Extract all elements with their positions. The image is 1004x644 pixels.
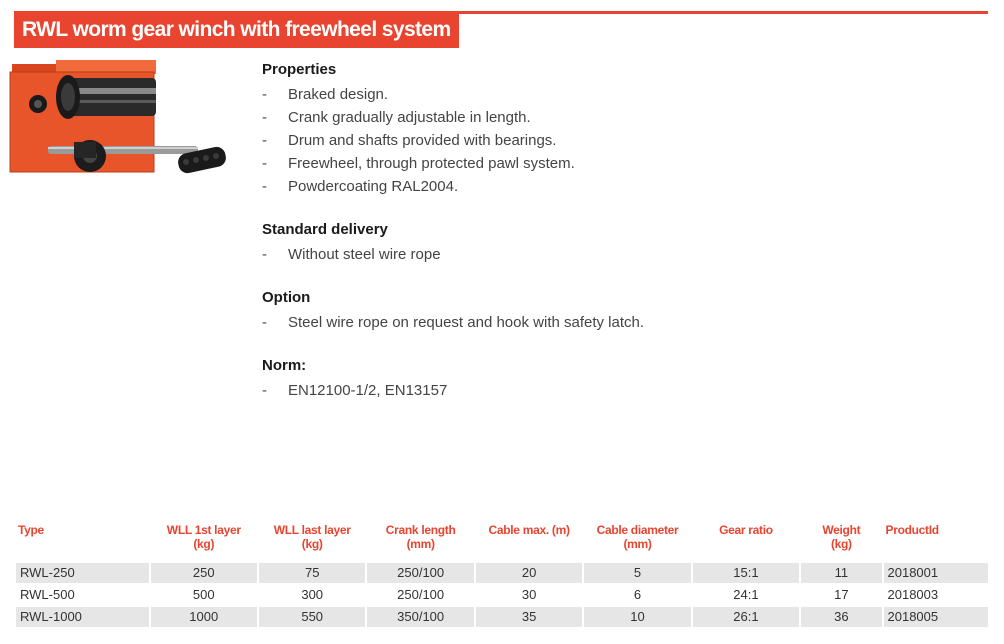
list-item: - Powdercoating RAL2004.: [262, 175, 962, 198]
section-properties: [262, 60, 962, 198]
list-item: - Steel wire rope on request and hook with safety latch.: [262, 311, 962, 334]
header-cable-diameter: Cable diameter (mm): [596, 523, 679, 551]
bullet-list: [262, 243, 962, 266]
cell-cable-diameter: 6: [584, 585, 690, 605]
header-weight: Weight (kg): [822, 523, 861, 551]
bullet-dash: -: [262, 155, 267, 172]
bullet-list: [262, 311, 962, 334]
list-item: - Braked design.: [262, 83, 962, 106]
bullet-dash: -: [262, 178, 267, 195]
table-row: [16, 563, 988, 583]
table-row: [16, 607, 988, 627]
cell-weight: 11: [801, 563, 881, 583]
cell-wll-first-layer: 500: [151, 585, 257, 605]
cell-crank-length: 350/100: [367, 607, 473, 627]
cell-wll-last-layer: 300: [259, 585, 365, 605]
header-type: Type: [18, 523, 44, 537]
section-heading: Properties: [262, 61, 337, 78]
bullet-dash: -: [262, 86, 267, 103]
table-header-row: [16, 521, 988, 561]
bullet-dash: -: [262, 314, 267, 331]
cell-gear-ratio: 15:1: [693, 563, 799, 583]
spec-table: [14, 519, 990, 629]
cell-product-id: 2018005: [884, 607, 989, 627]
cell-type: RWL-1000: [16, 607, 149, 627]
cell-cable-diameter: 5: [584, 563, 690, 583]
cell-gear-ratio: 24:1: [693, 585, 799, 605]
section-standard-delivery: [262, 220, 962, 266]
list-item: - Freewheel, through protected pawl system.: [262, 152, 962, 175]
list-item: - Without steel wire rope: [262, 243, 962, 266]
cell-type: RWL-250: [16, 563, 149, 583]
cell-cable-max: 35: [476, 607, 582, 627]
table-row: [16, 585, 988, 605]
list-item: - Crank gradually adjustable in length.: [262, 106, 962, 129]
bullet-dash: -: [262, 246, 267, 263]
header-wll-last-layer: WLL last layer (kg): [273, 523, 351, 551]
section-heading: Standard delivery: [262, 221, 388, 238]
cell-wll-last-layer: 75: [259, 563, 365, 583]
section-option: [262, 288, 962, 334]
bullet-dash: -: [262, 109, 267, 126]
content-column: [262, 60, 962, 424]
section-norm: [262, 356, 962, 402]
cell-wll-first-layer: 1000: [151, 607, 257, 627]
cell-gear-ratio: 26:1: [693, 607, 799, 627]
header-gear-ratio: Gear ratio: [719, 523, 773, 537]
list-item: - Drum and shafts provided with bearings.: [262, 129, 962, 152]
cell-wll-first-layer: 250: [151, 563, 257, 583]
cell-product-id: 2018003: [884, 585, 989, 605]
header-cable-max: Cable max. (m): [488, 523, 570, 537]
cell-cable-max: 20: [476, 563, 582, 583]
cell-product-id: 2018001: [884, 563, 989, 583]
cell-weight: 36: [801, 607, 881, 627]
header-wll-first-layer: WLL 1st layer (kg): [166, 523, 241, 551]
bullet-list: [262, 379, 962, 402]
cell-type: RWL-500: [16, 585, 149, 605]
list-item: - EN12100-1/2, EN13157: [262, 379, 962, 402]
cell-crank-length: 250/100: [367, 563, 473, 583]
bullet-dash: -: [262, 382, 267, 399]
bullet-list: [262, 83, 962, 198]
winch-product-image: [8, 58, 232, 188]
cell-crank-length: 250/100: [367, 585, 473, 605]
cell-weight: 17: [801, 585, 881, 605]
section-heading: Option: [262, 289, 311, 306]
cell-wll-last-layer: 550: [259, 607, 365, 627]
header-product-id: ProductId: [885, 523, 939, 537]
cell-cable-diameter: 10: [584, 607, 690, 627]
header-crank-length: Crank length (mm): [385, 523, 456, 551]
section-heading: Norm:: [262, 357, 307, 374]
page-title: RWL worm gear winch with freewheel system: [14, 11, 459, 48]
cell-cable-max: 30: [476, 585, 582, 605]
bullet-dash: -: [262, 132, 267, 149]
